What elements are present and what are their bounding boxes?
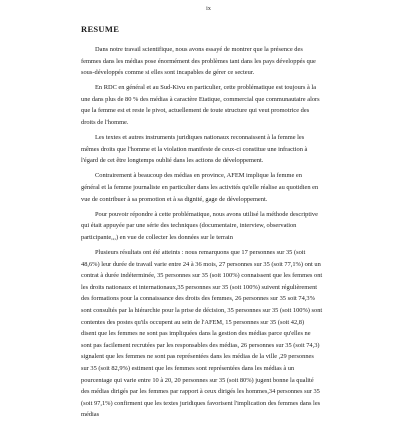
text-line: sur 35 (soit 82,9%) estiment que les femmes sont représentées dans les médias à un: [81, 364, 295, 372]
text-line: (soit 97,1%) confirment que les textes juridiques favorisent l'implication des femmes dans les: [81, 399, 321, 407]
text-line: disent que les femmes ne sont pas impliquées dans la gestion des médias parce qu'elles ne: [81, 330, 311, 338]
text-line: femmes dans les médias pose énormément des problèmes tant dans les pays développés que: [81, 57, 316, 65]
text-line: des formations pour la connaissance des droits des femmes, 26 personnes sur 35 soit 74,3%: [81, 295, 315, 303]
text-line: sous-développés comme si elles sont incapables de gérer ce secteur.: [81, 69, 255, 77]
text-line: droits de l'homme.: [81, 119, 129, 127]
text-line: 48,6%) leur durée de travail varie entre 24 à 36 mois, 27 personnes sur 35 (soit 77,1%) ont un: [81, 260, 321, 268]
text-line: Dans notre travail scientifique, nous avons essayé de montrer que la présence des: [95, 46, 303, 53]
text-line: Contrairement à beaucoup des médias en province, AFEM implique la femme en: [95, 172, 302, 180]
paragraph: [81, 44, 365, 79]
document-body: [81, 44, 365, 424]
text-line: Plusieurs résultats ont été atteints : nous remarquons que 17 personnes sur 35 (soit: [95, 249, 306, 256]
text-line: les droits nationaux et internationaux,35 personnes sur 35 (soit 100%) suivent régulièrement: [81, 283, 318, 291]
text-line: contrat à durée indéterminée, 35 personnes sur 35 (soit 100%) connaissent que les femmes ont: [81, 272, 323, 280]
text-line: que la femme est et reste le pivot, actuellement de toute structure qui veut promotrice des: [81, 107, 310, 115]
paragraph: [81, 247, 365, 421]
text-line: médias: [81, 411, 100, 419]
paragraph: [81, 209, 365, 244]
text-line: général et la femme journaliste en particulier dans les activités qu'elle réalise au quotidien en: [81, 184, 319, 192]
page-number: ix: [206, 6, 211, 12]
text-line: vue de contribuer à sa promotion et à sa dignité, gage de développement.: [81, 195, 268, 203]
text-line: contentes des postes qu'ils occupent au sein de l'AFEM, 15 personnes sur 35 (soit 42,8): [81, 318, 305, 326]
text-line: mêmes droits que l'homme et la violation manifeste de ceux-ci constitue une infraction à: [81, 145, 308, 153]
text-line: sont pas facilement recrutées par les responsables des médias, 26 personnes sur 35 (soit 74,3): [81, 341, 320, 349]
text-line: participante,,,) en vue de collecter les données sur le terrain: [81, 233, 233, 241]
text-line: une dans plus de 80 % des médias à caractère Etatique, commercial que communautaire alors: [81, 95, 320, 103]
text-line: qui était appuyée par une série des techniques (documentaire, interview, observation: [81, 222, 297, 230]
text-line: En RDC en général et au Sud-Kivu en particulier, cette problématique est toujours à la: [95, 84, 317, 92]
paragraph: [81, 132, 365, 167]
text-line: Les textes et autres instruments juridiques nationaux reconnaissent à la femme les: [95, 134, 305, 142]
text-line: pourcentage qui varie entre 10 à 20, 20 personnes sur 35 (soit 80%) jugent bonne la qualité: [81, 376, 314, 384]
text-line: sont consultés par la hiérarchie pour la prise de décision, 35 personnes sur 35 (soit 100%) sont: [81, 306, 323, 314]
text-line: des médias dirigés par les femmes par rapport à ceux dirigés les hommes,34 personnes sur 35: [81, 388, 320, 396]
text-line: l'égard de cet être longtemps oublié dans les actions de développement.: [81, 157, 264, 165]
section-title: RESUME: [81, 24, 120, 34]
paragraph: [81, 170, 365, 205]
text-line: signalent que les femmes ne sont pas représentées dans les médias de la ville ,29 personnes: [81, 353, 314, 361]
text-line: Pour pouvoir répondre à cette problématique, nous avons utilisé la méthode descriptive: [95, 210, 318, 218]
paragraph: [81, 82, 365, 128]
